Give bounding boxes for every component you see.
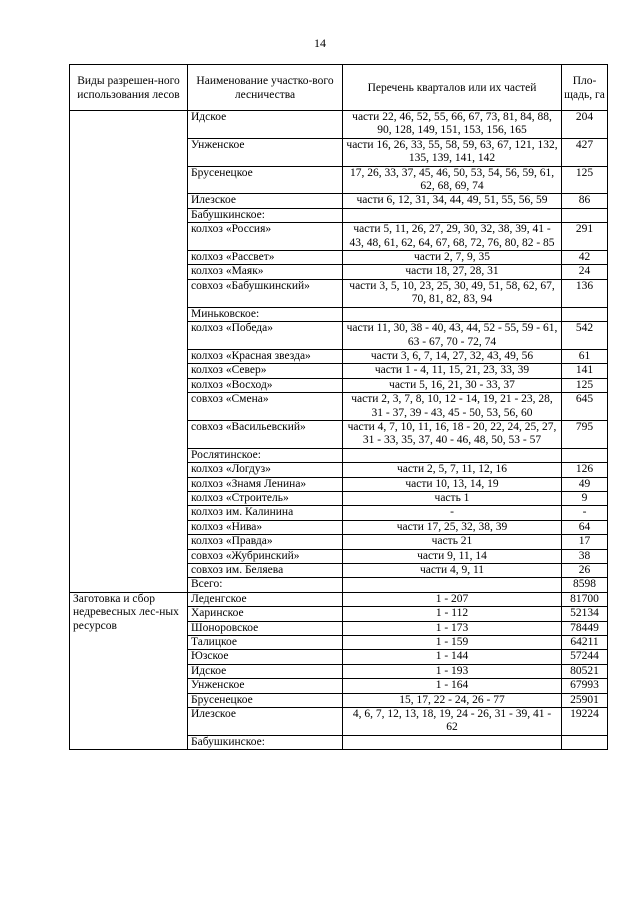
area-cell [562, 735, 608, 749]
area-cell: 9 [562, 491, 608, 505]
area-cell: 24 [562, 265, 608, 279]
forestry-name-cell: совхоз «Смена» [188, 393, 343, 421]
use-type-cell: Заготовка и сбор недревесных лес-ных ресурсов [70, 592, 188, 749]
quarters-list-cell: части 22, 46, 52, 55, 66, 67, 73, 81, 84, 88, 90, 128, 149, 151, 153, 156, 165 [343, 111, 562, 139]
forestry-name-cell: Илезское [188, 194, 343, 208]
quarters-list-cell [343, 735, 562, 749]
forestry-name-cell: Брусенецкое [188, 166, 343, 194]
forestry-name-cell: совхоз «Жубринский» [188, 549, 343, 563]
area-cell: 141 [562, 364, 608, 378]
table-row [70, 111, 608, 139]
forestry-name-cell: Леденгское [188, 592, 343, 606]
forestry-name-cell: колхоз «Маяк» [188, 265, 343, 279]
forestry-name-cell: Талицкое [188, 636, 343, 650]
area-cell: 57244 [562, 650, 608, 664]
forestry-name-cell: Унженское [188, 679, 343, 693]
area-cell [562, 448, 608, 462]
forestry-name-cell: совхоз «Бабушкинский» [188, 279, 343, 307]
forestry-name-cell: колхоз «Красная звезда» [188, 349, 343, 363]
area-cell: 86 [562, 194, 608, 208]
header-area: Пло-щадь, га [562, 65, 608, 111]
area-cell: 49 [562, 477, 608, 491]
area-cell: 136 [562, 279, 608, 307]
quarters-list-cell: части 18, 27, 28, 31 [343, 265, 562, 279]
area-cell: 204 [562, 111, 608, 139]
area-cell: 81700 [562, 592, 608, 606]
area-cell: 427 [562, 138, 608, 166]
area-cell: 125 [562, 378, 608, 392]
forestry-name-cell: совхоз им. Беляева [188, 564, 343, 578]
forestry-name-cell: колхоз «Знамя Ленина» [188, 477, 343, 491]
header-type: Виды разрешен-ного использования лесов [70, 65, 188, 111]
forestry-name-cell: Идское [188, 111, 343, 139]
forestry-name-cell: колхоз им. Калинина [188, 506, 343, 520]
area-cell: 795 [562, 420, 608, 448]
quarters-list-cell [343, 448, 562, 462]
quarters-list-cell: части 2, 5, 7, 11, 12, 16 [343, 463, 562, 477]
forestry-name-cell: совхоз «Васильевский» [188, 420, 343, 448]
quarters-list-cell: 15, 17, 22 - 24, 26 - 77 [343, 693, 562, 707]
area-cell: 19224 [562, 708, 608, 736]
forestry-name-cell: Шоноровское [188, 621, 343, 635]
quarters-list-cell: части 3, 6, 7, 14, 27, 32, 43, 49, 56 [343, 349, 562, 363]
header-name: Наименование участко-вого лесничества [188, 65, 343, 111]
area-cell: 8598 [562, 578, 608, 592]
forestry-name-cell: колхоз «Правда» [188, 535, 343, 549]
header-list: Перечень кварталов или их частей [343, 65, 562, 111]
area-cell: 61 [562, 349, 608, 363]
area-cell: 542 [562, 322, 608, 350]
quarters-list-cell: части 3, 5, 10, 23, 25, 30, 49, 51, 58, 62, 67, 70, 81, 82, 83, 94 [343, 279, 562, 307]
forestry-name-cell: колхоз «Победа» [188, 322, 343, 350]
forestry-name-cell: колхоз «Восход» [188, 378, 343, 392]
area-cell: 80521 [562, 664, 608, 678]
quarters-list-cell: части 11, 30, 38 - 40, 43, 44, 52 - 55, 59 - 61, 63 - 67, 70 - 72, 74 [343, 322, 562, 350]
area-cell [562, 208, 608, 222]
area-cell: 126 [562, 463, 608, 477]
quarters-list-cell: части 5, 16, 21, 30 - 33, 37 [343, 378, 562, 392]
area-cell: 291 [562, 223, 608, 251]
quarters-list-cell [343, 208, 562, 222]
forestry-name-cell: Бабушкинское: [188, 735, 343, 749]
quarters-list-cell: части 2, 7, 9, 35 [343, 251, 562, 265]
quarters-list-cell: части 16, 26, 33, 55, 58, 59, 63, 67, 121, 132, 135, 139, 141, 142 [343, 138, 562, 166]
area-cell: 125 [562, 166, 608, 194]
area-cell: 42 [562, 251, 608, 265]
quarters-list-cell: части 4, 9, 11 [343, 564, 562, 578]
forest-use-table [69, 64, 608, 750]
quarters-list-cell: 1 - 173 [343, 621, 562, 635]
area-cell: 52134 [562, 607, 608, 621]
area-cell: 17 [562, 535, 608, 549]
quarters-list-cell [343, 307, 562, 321]
quarters-list-cell: 4, 6, 7, 12, 13, 18, 19, 24 - 26, 31 - 39, 41 - 62 [343, 708, 562, 736]
quarters-list-cell: части 2, 3, 7, 8, 10, 12 - 14, 19, 21 - 23, 28, 31 - 37, 39 - 43, 45 - 50, 53, 56, 60 [343, 393, 562, 421]
quarters-list-cell: части 5, 11, 26, 27, 29, 30, 32, 38, 39, 41 - 43, 48, 61, 62, 64, 67, 68, 72, 76, 80, 82 - 85 [343, 223, 562, 251]
forestry-name-cell: Миньковское: [188, 307, 343, 321]
area-cell: 64 [562, 520, 608, 534]
quarters-list-cell: 1 - 207 [343, 592, 562, 606]
forestry-name-cell: колхоз «Север» [188, 364, 343, 378]
area-cell: 26 [562, 564, 608, 578]
area-cell: 645 [562, 393, 608, 421]
quarters-list-cell: 1 - 164 [343, 679, 562, 693]
area-cell [562, 307, 608, 321]
area-cell: 25901 [562, 693, 608, 707]
quarters-list-cell: 1 - 112 [343, 607, 562, 621]
page-number: 14 [314, 36, 326, 50]
quarters-list-cell: части 6, 12, 31, 34, 44, 49, 51, 55, 56, 59 [343, 194, 562, 208]
quarters-list-cell: 1 - 193 [343, 664, 562, 678]
quarters-list-cell: 1 - 144 [343, 650, 562, 664]
forestry-name-cell: колхоз «Россия» [188, 223, 343, 251]
quarters-list-cell: - [343, 506, 562, 520]
forestry-name-cell: колхоз «Строитель» [188, 491, 343, 505]
area-cell: 67993 [562, 679, 608, 693]
area-cell: 38 [562, 549, 608, 563]
forestry-name-cell: Харинское [188, 607, 343, 621]
area-cell: - [562, 506, 608, 520]
table-row [70, 592, 608, 606]
forestry-name-cell: Унженское [188, 138, 343, 166]
forestry-name-cell: Илезское [188, 708, 343, 736]
quarters-list-cell: части 1 - 4, 11, 15, 21, 23, 33, 39 [343, 364, 562, 378]
quarters-list-cell: часть 21 [343, 535, 562, 549]
forestry-name-cell: Всего: [188, 578, 343, 592]
forestry-name-cell: колхоз «Нива» [188, 520, 343, 534]
forestry-name-cell: Брусенецкое [188, 693, 343, 707]
forestry-name-cell: Идское [188, 664, 343, 678]
area-cell: 78449 [562, 621, 608, 635]
forestry-name-cell: колхоз «Логдуз» [188, 463, 343, 477]
quarters-list-cell: 17, 26, 33, 37, 45, 46, 50, 53, 54, 56, 59, 61, 62, 68, 69, 74 [343, 166, 562, 194]
quarters-list-cell: части 10, 13, 14, 19 [343, 477, 562, 491]
forestry-name-cell: Рослятинское: [188, 448, 343, 462]
forestry-name-cell: колхоз «Рассвет» [188, 251, 343, 265]
forestry-name-cell: Юзское [188, 650, 343, 664]
use-type-cell [70, 111, 188, 593]
quarters-list-cell: части 9, 11, 14 [343, 549, 562, 563]
quarters-list-cell: части 17, 25, 32, 38, 39 [343, 520, 562, 534]
forestry-name-cell: Бабушкинское: [188, 208, 343, 222]
quarters-list-cell [343, 578, 562, 592]
quarters-list-cell: 1 - 159 [343, 636, 562, 650]
quarters-list-cell: часть 1 [343, 491, 562, 505]
quarters-list-cell: части 4, 7, 10, 11, 16, 18 - 20, 22, 24, 25, 27, 31 - 33, 35, 37, 40 - 46, 48, 50, 53 - 57 [343, 420, 562, 448]
area-cell: 64211 [562, 636, 608, 650]
